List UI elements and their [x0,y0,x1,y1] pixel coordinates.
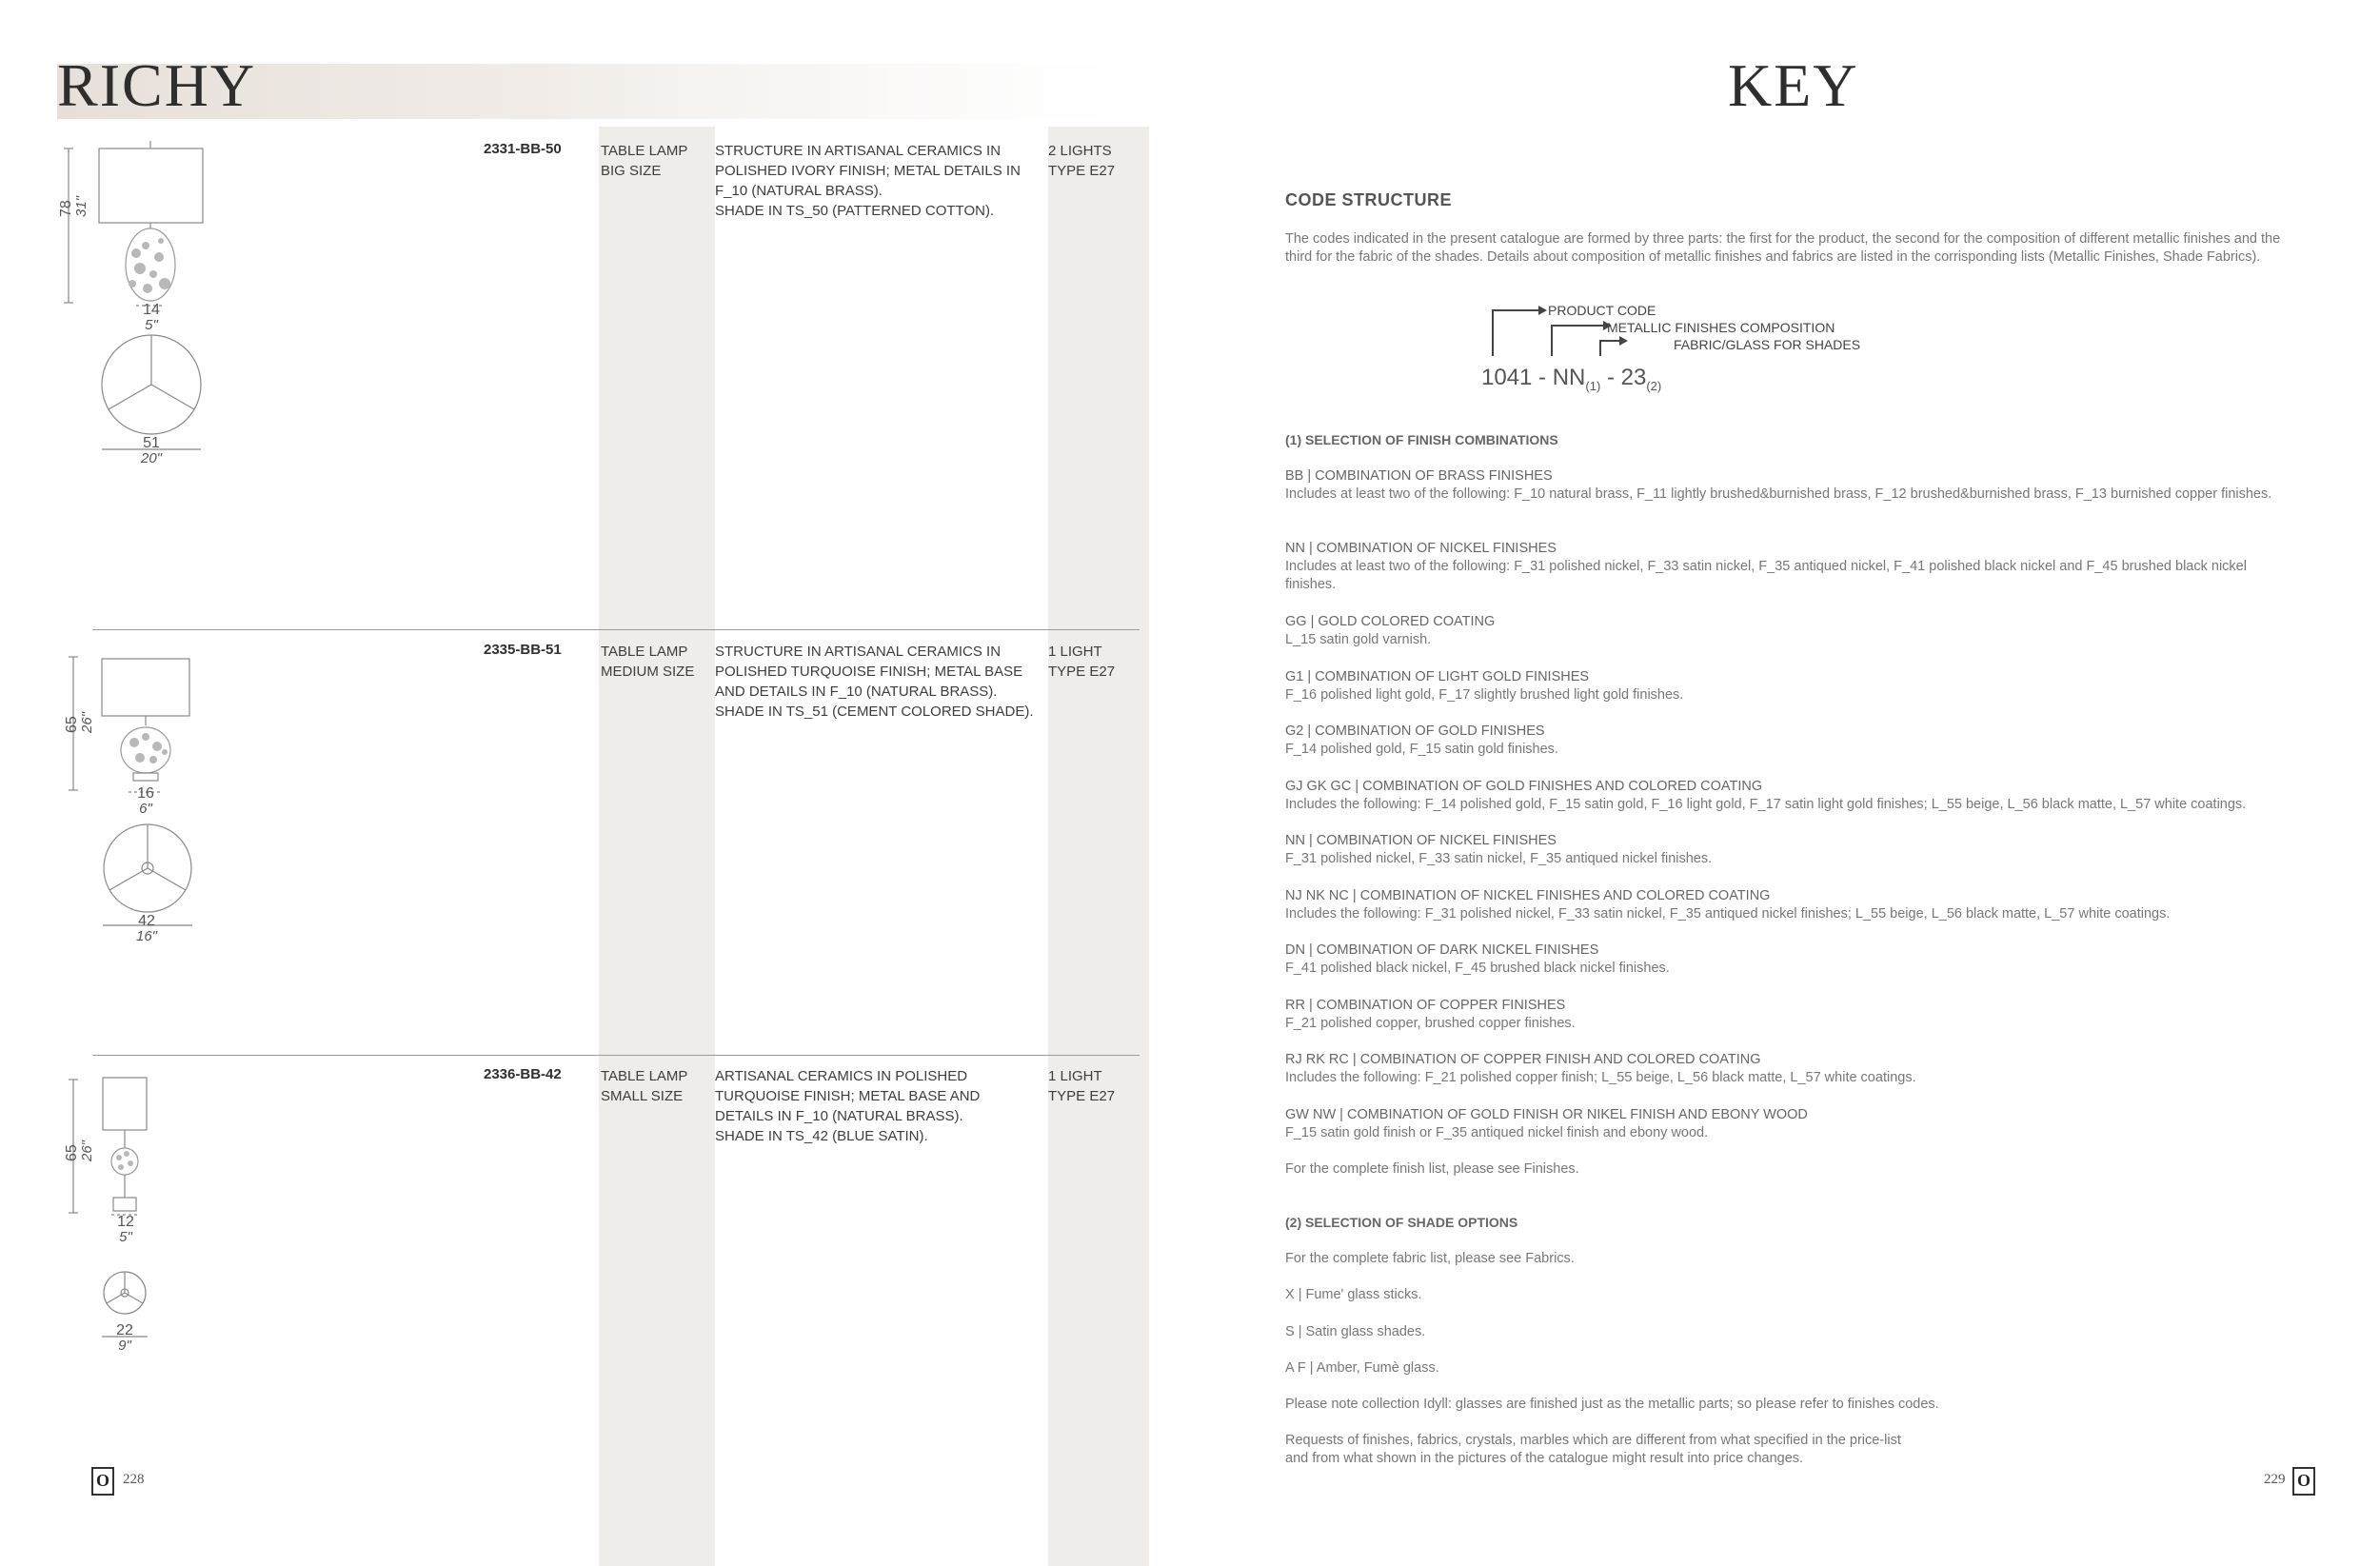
product-lights: 2 LIGHTS TYPE E27 [1048,143,1116,179]
base-dimension: 14 5" [143,302,160,333]
finish-item-text: F_41 polished black nickel, F_45 brushed black nickel finishes. [1285,961,1670,976]
product-type: TABLE LAMP BIG SIZE [601,143,688,179]
finish-item [1285,887,2297,923]
finish-item-title: G2 | COMBINATION OF GOLD FINISHES [1285,724,1545,739]
finish-item-title: GW NW | COMBINATION OF GOLD FINISH OR NIKEL FINISH AND EBONY WOOD [1285,1107,1808,1122]
finish-item-text: Includes at least two of the following: F_31 polished nickel, F_33 satin nickel, F_35 antiqued nickel, F_41 polished black nickel and F_45 brushed black nickel finishes. [1285,559,2247,592]
finish-item [1285,778,2297,814]
product-description: STRUCTURE IN ARTISANAL CERAMICS IN POLISHED IVORY FINISH; METAL DETAILS IN F_10 (NATURAL BRASS). SHADE IN TS_50 (PATTERNED COTTON). [715,143,1021,219]
product-type: TABLE LAMP SMALL SIZE [601,1068,688,1104]
height-dimension: 65 26" [64,1140,95,1161]
code-structure-heading: CODE STRUCTURE [1285,190,1453,209]
lamp-drawing-big [52,141,224,465]
height-dimension: 65 26" [64,711,95,733]
height-dimension: 78 31" [58,195,89,217]
diagram-label-finishes: METALLIC FINISHES COMPOSITION [1607,320,1835,335]
finish-item [1285,832,2297,868]
finish-item-text: F_16 polished light gold, F_17 slightly brushed light gold finishes. [1285,687,1684,703]
finish-section-heading: (1) SELECTION OF FINISH COMBINATIONS [1285,432,1558,447]
page-title: KEY [1728,51,1859,119]
finish-item-title: RR | COMBINATION OF COPPER FINISHES [1285,998,1566,1013]
finish-item [1285,942,2297,978]
finish-item-text: F_21 polished copper, brushed copper finishes. [1285,1016,1576,1031]
product-lights: 1 LIGHT TYPE E27 [1048,1068,1116,1104]
row-divider [92,629,1140,630]
product-description: ARTISANAL CERAMICS IN POLISHED TURQUOISE FINISH; METAL BASE AND DETAILS IN F_10 (NATURAL BRASS). SHADE IN TS_42 (BLUE SATIN). [715,1068,981,1144]
finish-item-title: DN | COMBINATION OF DARK NICKEL FINISHES [1285,942,1599,958]
price-change-note: Requests of finishes, fabrics, crystals, marbles which are different from what specified in the price-list and from what shown in the pictures of the catalogue might result into price changes. [1285,1433,1901,1466]
finish-item [1285,723,2297,759]
finish-item-text: Includes the following: F_31 polished nickel, F_33 satin nickel, F_35 antiqued nickel finishes; L_55 beige, L_56 black matte, L_57 white coatings. [1285,906,2171,922]
finish-item [1285,613,2297,649]
lamp-shade-outline [102,659,189,716]
finish-item-title: G1 | COMBINATION OF LIGHT GOLD FINISHES [1285,669,1590,684]
shade-line: For the complete fabric list, please see Fabrics. [1285,1251,1575,1266]
product-lights: 1 LIGHT TYPE E27 [1048,644,1116,680]
finish-item-title: GG | GOLD COLORED COATING [1285,614,1496,629]
finish-item-text: Includes the following: F_14 polished gold, F_15 satin gold, F_16 light gold, F_17 satin light gold finishes; L_55 beige, L_56 black matte, L_57 white coatings. [1285,797,2247,812]
lamp-shade-outline [103,1078,147,1130]
product-description: STRUCTURE IN ARTISANAL CERAMICS IN POLISHED TURQUOISE FINISH; METAL BASE AND DETAILS IN F_10 (NATURAL BRASS). SHADE IN TS_51 (CEMENT COLORED SHADE). [715,644,1034,720]
page-number: 228 [123,1472,145,1487]
shade-dimension: 42 16" [135,913,157,944]
finish-item [1285,997,2297,1033]
shade-dimension: 22 9" [116,1322,133,1354]
code-structure-text: The codes indicated in the present catalogue are formed by three parts: the first for the product, the second for the composition of different metallic finishes and the third for the fabric of the shades. Details about composition of metallic finishes and fabrics are listed in the corrisponding lists (Metallic Finishes, Shade Fabrics). [1285,231,2281,265]
shade-dimension: 51 20" [140,435,162,466]
type-column-band [599,127,715,1566]
finish-item-text: Includes the following: F_21 polished copper finish; L_55 beige, L_56 black matte, L_57 white coatings. [1285,1070,1916,1085]
finish-item [1285,467,2297,504]
finish-item-text: F_15 satin gold finish or F_35 antiqued nickel finish and ebony wood. [1285,1125,1709,1140]
finish-item-text: F_14 polished gold, F_15 satin gold finishes. [1285,742,1558,757]
shade-line: A F | Amber, Fumè glass. [1285,1360,1439,1376]
finish-item-text: L_15 satin gold varnish. [1285,632,1432,647]
shade-line: Please note collection Idyll: glasses are finished just as the metallic parts; so please refer to finishes codes. [1285,1397,1939,1412]
finish-item-title: BB | COMBINATION OF BRASS FINISHES [1285,468,1553,484]
diagram-code-example: $1041 - NN_{(1)} - 23_{(2)}$ [1481,365,1662,393]
lights-column-band [1048,127,1149,1566]
finish-item-text: F_31 polished nickel, F_33 satin nickel, F_35 antiqued nickel finishes. [1285,851,1713,866]
base-dimension: 12 5" [117,1214,134,1245]
finish-item-title: NN | COMBINATION OF NICKEL FINISHES [1285,541,1557,556]
diagram-label-fabric: FABRIC/GLASS FOR SHADES [1674,337,1861,352]
finish-item [1285,540,2297,594]
finish-item [1285,668,2297,704]
base-dimension: 16 6" [137,785,154,817]
page-number: 229 [2264,1472,2286,1487]
row-divider [92,1055,1140,1056]
finish-item-title: GJ GK GC | COMBINATION OF GOLD FINISHES AND COLORED COATING [1285,779,1763,794]
product-code: 2335-BB-51 [484,642,562,658]
shade-section-heading: (2) SELECTION OF SHADE OPTIONS [1285,1215,1518,1230]
product-type: TABLE LAMP MEDIUM SIZE [601,644,695,680]
shade-line: X | Fume' glass sticks. [1285,1287,1422,1302]
product-code: 2336-BB-42 [484,1066,562,1082]
finish-item-title: NN | COMBINATION OF NICKEL FINISHES [1285,833,1557,848]
finish-item-text: Includes at least two of the following: F_10 natural brass, F_11 lightly brushed&burnished brass, F_12 brushed&burnished brass, F_13 burnished copper finishes. [1285,486,2272,502]
finish-item-title: RJ RK RC | COMBINATION OF COPPER FINISH AND COLORED COATING [1285,1052,1761,1067]
page-title: RICHY [57,51,257,119]
brand-logo-icon: O [91,1467,114,1496]
finish-footer-note: For the complete finish list, please see Finishes. [1285,1161,1579,1177]
brand-logo-icon: O [2292,1467,2315,1496]
shade-line: S | Satin glass shades. [1285,1324,1426,1339]
finish-item [1285,1106,2297,1142]
product-code: 2331-BB-50 [484,141,562,157]
diagram-label-product: PRODUCT CODE [1548,303,1656,318]
finish-item [1285,1051,2297,1087]
finish-item-title: NJ NK NC | COMBINATION OF NICKEL FINISHES AND COLORED COATING [1285,888,1771,903]
lamp-shade-outline [99,149,203,223]
